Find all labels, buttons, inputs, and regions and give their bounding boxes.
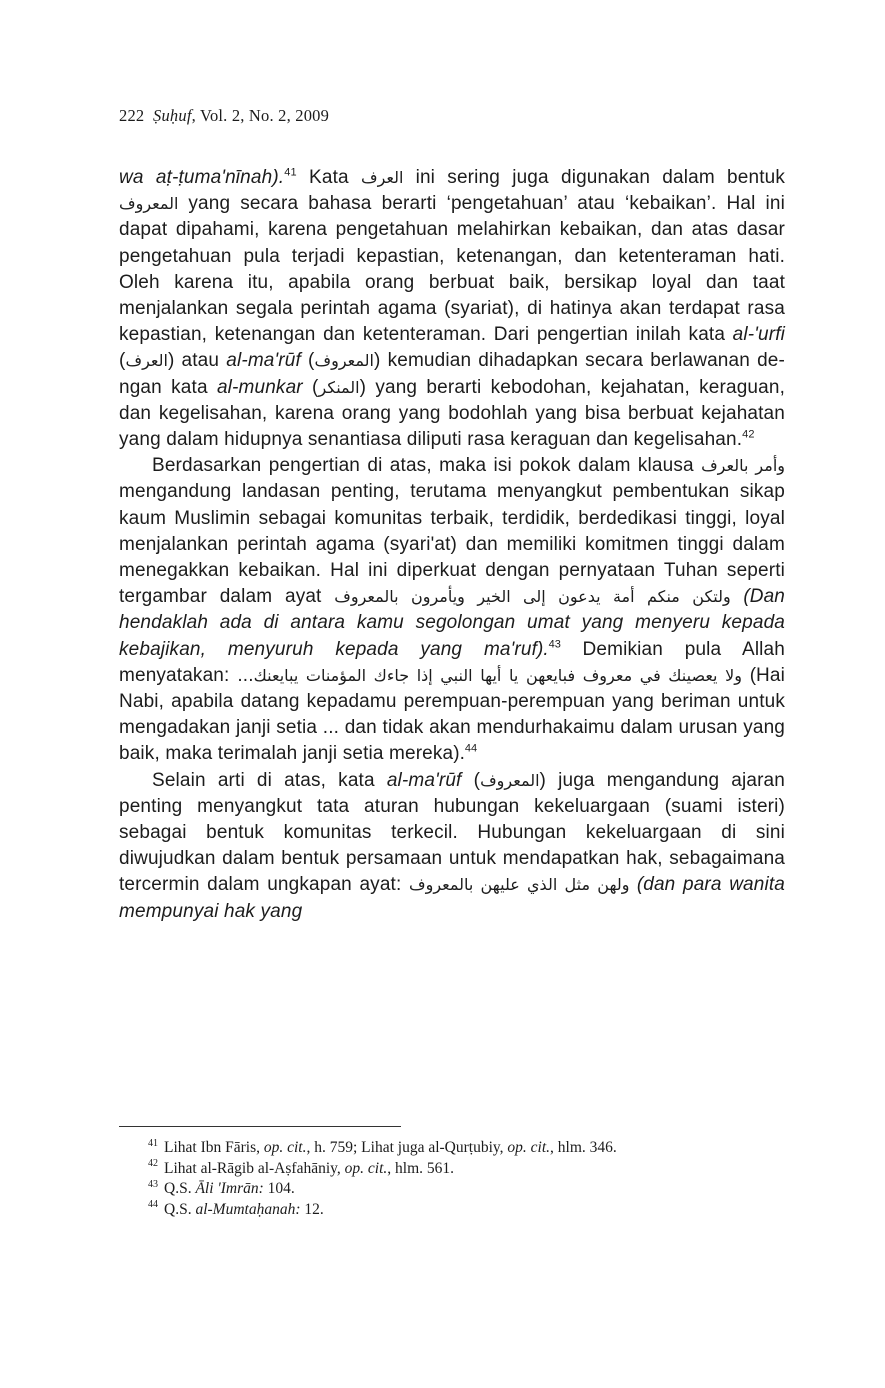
arabic-text: ولهن مثل الذي عليهن بالمعروف <box>409 875 630 895</box>
footnote-divider <box>119 1126 401 1127</box>
text-run: (Hai Nabi, apabila datang kepadamu perempuan-perempuan yang beriman untuk mengadakan janji setia ... dan tidak akan mendurhakaimu dalam urusan yang baik, maka terimalah janji setia mereka). <box>119 664 785 765</box>
paragraph <box>119 453 785 767</box>
text-run: ( <box>302 376 319 398</box>
arabic-text: يا أيها النبي إذا جاءك المؤمنات يبايعنك <box>253 665 519 685</box>
text-run: Lihat Ibn Fāris, <box>164 1139 264 1156</box>
italic-text: al-Mumtaḥanah: <box>195 1200 301 1218</box>
italic-text: op. cit. <box>344 1159 388 1177</box>
page-number: 222 <box>119 106 145 125</box>
italic-text: (Dan hendaklah ada di antara kamu segolongan umat yang menyeru kepada kebajikan, menyuruh kepada yang ma'ruf). <box>119 586 786 660</box>
footnote-ref: 44 <box>464 743 478 756</box>
italic-text: al-ma'rūf <box>386 769 462 791</box>
text-run: Q.S. <box>164 1200 196 1218</box>
italic-text: wa aṭ-ṭuma'nīnah). <box>119 167 285 188</box>
footnote-number: 41 <box>148 1137 158 1149</box>
text-run: ) yang berarti kebodohan, kejahatan, keraguan, dan kegelisahan, karena orang yang bodohlah yang bisa berbuat kejahatan yang dalam hidupnya senantiasa diliputi rasa keraguan dan kegelisahan. <box>119 376 786 451</box>
footnote-ref: 42 <box>742 428 755 441</box>
footnote-number: 44 <box>148 1199 158 1211</box>
text-run <box>629 874 636 895</box>
text-run: ( <box>461 769 481 791</box>
text-run: ) juga mengandung ajaran penting menyangkut tata aturan hubungan kekeluargaan (suami isteri) sebagai bentuk komunitas terkecil. Hubungan kekeluargaan di sini diwujudkan dalam bentuk persamaan untuk mendapatkan hak, sebagaimana tercermin dalam ungkapan ayat: <box>119 769 785 896</box>
footnote-ref: 41 <box>284 166 297 179</box>
arabic-text: ولا يعصينك في معروف فبايعهن <box>526 665 742 685</box>
arabic-text: المنكر <box>318 377 360 397</box>
paragraph <box>119 768 785 925</box>
footnote <box>148 1159 788 1180</box>
text-run: 12. <box>300 1200 324 1218</box>
italic-text: op. cit. <box>507 1139 551 1156</box>
main-text <box>119 165 785 925</box>
text-run: Selain arti di atas, kata <box>152 769 387 791</box>
text-run: ) atau <box>167 350 227 372</box>
footnote-number: 43 <box>148 1178 158 1190</box>
italic-text: (dan para wanita mempunyai hak yang <box>119 874 786 922</box>
arabic-text: المعروف <box>480 770 540 790</box>
text-run: ini sering juga digunakan dalam bentuk <box>403 167 786 188</box>
arabic-text: العرف <box>125 351 168 371</box>
text-run: Demikian pula Allah menyatakan: ... <box>119 638 785 686</box>
footnote <box>148 1200 788 1221</box>
text-run: Berdasarkan pengertian di atas, maka isi pokok dalam klausa <box>152 455 702 477</box>
italic-text: Āli 'Imrān: <box>195 1180 264 1197</box>
arabic-text: المعروف <box>314 351 374 371</box>
text-run: , h. 759; Lihat juga al-Qurṭubiy, <box>306 1139 508 1156</box>
text-run: ( <box>300 350 315 372</box>
text-run: Kata <box>296 167 362 188</box>
text-run <box>731 586 744 607</box>
arabic-text: العرف <box>361 168 404 187</box>
text-run: ) kemudian dihadapkan secara berlawanan de-ngan kata <box>119 350 785 398</box>
paragraph <box>119 165 785 453</box>
text-run: ( <box>119 350 126 372</box>
text-run: , hlm. 561. <box>387 1159 455 1177</box>
journal-volume: , Vol. 2, No. 2, 2009 <box>191 106 330 125</box>
arabic-text: المعروف <box>119 194 179 214</box>
text-run: Lihat al-Rāgib al-Aṣfahāniy, <box>164 1159 345 1177</box>
text-run: Q.S. <box>164 1180 196 1197</box>
italic-text: al-'urfi <box>732 324 785 346</box>
italic-text: al-munkar <box>216 376 303 398</box>
footnote <box>148 1138 788 1159</box>
journal-title: Ṣuḥuf <box>153 106 192 125</box>
italic-text: op. cit. <box>263 1139 307 1156</box>
arabic-text: وأمر بالعرف <box>701 456 785 476</box>
text-run: 104. <box>263 1180 295 1197</box>
text-run: mengandung landasan penting, terutama menyangkut pembentukan sikap kaum Muslimin sebagai komunitas terbaik, terdidik, berdedikasi tinggi, loyal menjalankan perintah agama (syari'at) dan memiliki komitmen tinggi dalam menegakkan kebaikan. Hal ini diperkuat dengan pernyataan Tuhan seperti tergambar dalam ayat <box>119 481 785 608</box>
italic-text: al-ma'rūf <box>226 350 301 372</box>
footnotes <box>148 1138 788 1220</box>
arabic-text: ولتكن منكم أمة يدعون إلى الخير ويأمرون بالمعروف <box>334 587 731 607</box>
page-header <box>119 106 329 126</box>
footnote <box>148 1179 788 1200</box>
text-run: , hlm. 346. <box>550 1139 617 1156</box>
text-run: yang secara bahasa berarti ‘pengetahuan’ atau ‘kebaikan’. Hal ini dapat dipahami, karena pengetahuan melahirkan kebaikan, dan atas dasar pengetahuan pula terjadi kepastian, ketenangan, dan ketenteraman hati. Oleh karena itu, apabila orang berbuat baik, bersikap loyal dan taat menjalankan segala perintah agama (syariat), di hatinya akan terdapat rasa kepastian, ketenangan dan ketenteraman. Dari pengertian inilah kata <box>119 193 785 346</box>
footnote-number: 42 <box>148 1158 158 1170</box>
text-run <box>518 665 526 686</box>
footnote-ref: 43 <box>548 638 561 651</box>
